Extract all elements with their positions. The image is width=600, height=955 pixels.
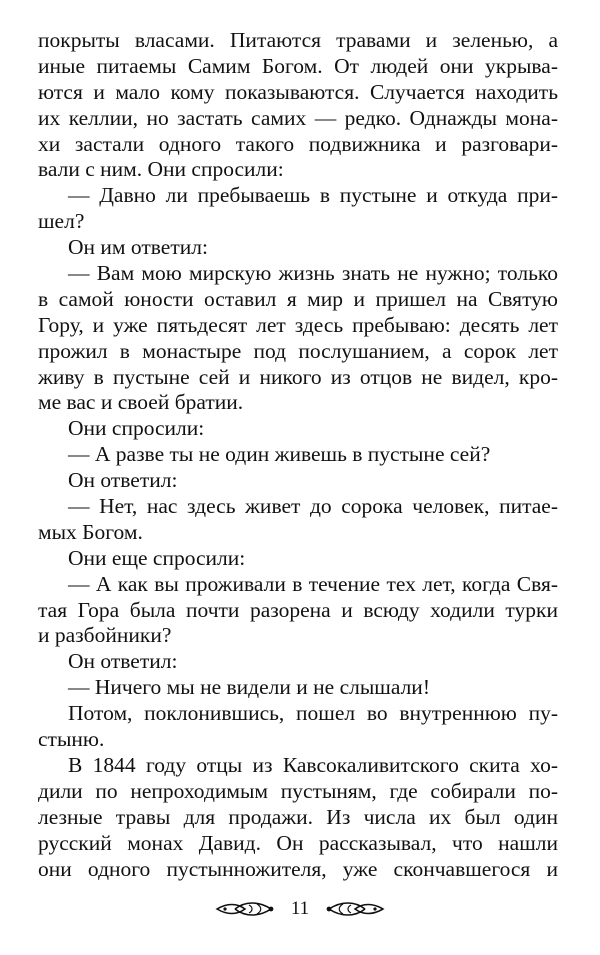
text-line: прожил в монастыре под послушанием, а сорок лет — [38, 338, 558, 363]
text-line: — Ничего мы не видели и не слышали! — [68, 675, 430, 700]
page-number: 11 — [290, 898, 310, 919]
text-line: Он ответил: — [68, 649, 178, 674]
text-line: и разбойники? — [38, 623, 172, 648]
text-line: в самой юности оставил я мир и пришел на Святую — [38, 286, 558, 311]
text-line: Он им ответил: — [68, 235, 208, 260]
text-line: иные питаемы Самим Богом. От людей они укрыва- — [38, 53, 558, 78]
text-line: вали с ним. Они спросили: — [38, 157, 284, 182]
text-line: русский монах Давид. Он рассказывал, что нашли — [38, 830, 558, 855]
text-line: тая Гора была почти разорена и всюду ходили турки — [38, 597, 558, 622]
text-line: покрыты власами. Питаются травами и зеленью, а — [38, 28, 558, 52]
text-line: ме вас и своей братии. — [38, 390, 244, 415]
text-line: — Давно ли пребываешь в пустыне и откуда при- — [68, 183, 558, 208]
text-line: шел? — [38, 209, 85, 234]
page-footer — [0, 894, 600, 924]
text-line: — А разве ты не один живешь в пустыне сей? — [68, 442, 491, 467]
text-line: мых Богом. — [38, 519, 143, 544]
text-line: — А как вы проживали в течение тех лет, когда Свя- — [68, 571, 558, 596]
text-line: В 1844 году отцы из Кавсокаливитского скита хо- — [68, 752, 558, 777]
text-line: дили по непроходимым пустыням, где собирали по- — [38, 778, 558, 803]
text-line: лезные травы для продажи. Из числа их был один — [38, 804, 558, 829]
text-line: — Нет, нас здесь живет до сорока человек, питае- — [68, 494, 558, 519]
text-line: стыню. — [38, 727, 105, 752]
text-line: Гору, и уже пятьдесят лет здесь пребываю: десять лет — [38, 312, 558, 337]
text-line: Потом, поклонившись, пошел во внутреннюю пу- — [68, 701, 558, 726]
text-line: ются и мало кому показываются. Случается находить — [38, 79, 558, 104]
text-line: Они спросили: — [68, 416, 205, 441]
text-line: живу в пустыне сей и никого из отцов не видел, кро- — [38, 364, 558, 389]
text-line: — Вам мою мирскую жизнь знать не нужно; только — [68, 261, 558, 286]
body-text — [38, 28, 558, 882]
text-line: они одного пустынножителя, уже скончавшегося и — [38, 856, 558, 881]
text-line: Они еще спросили: — [68, 545, 246, 570]
ornament-left-icon — [215, 899, 277, 919]
text-line: хи застали одного такого подвижника и разговари- — [38, 131, 558, 156]
text-line: Он ответил: — [68, 468, 178, 493]
ornament-right-icon — [323, 899, 385, 919]
text-line: их келлии, но застать самих — редко. Однажды мона- — [38, 105, 558, 130]
